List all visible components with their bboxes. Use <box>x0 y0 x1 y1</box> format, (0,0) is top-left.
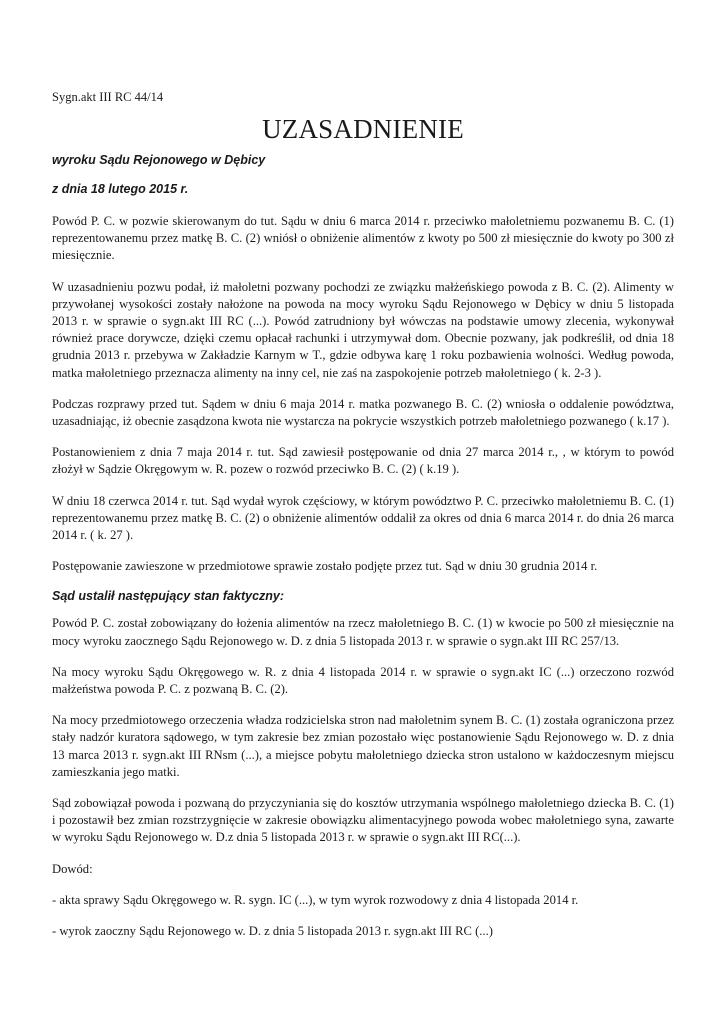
document-title: UZASADNIENIE <box>262 114 464 144</box>
section-heading: Sąd ustalił następujący stan faktyczny: <box>52 589 285 604</box>
paragraph: Podczas rozprawy przed tut. Sądem w dniu 6 maja 2014 r. matka pozwanego B. C. (2) wniosła o oddalenie powództwa, uzasadniając, iż obecnie zasądzona kwota nie wystarcza na pokrycie wszystkich potrzeb małoletniego pozwanego ( k.17 ). <box>52 396 674 429</box>
case-number: Sygn.akt III RC 44/14 <box>52 90 164 104</box>
paragraph: W uzasadnieniu pozwu podał, iż małoletni pozwany pochodzi ze związku małżeńskiego powoda z B. C. (2). Alimenty w przywołanej wysokości zostały nałożone na powoda na mocy wyroku Sądu Rejonowego w Dębicy w dniu 5 listopada 2013 r. w sprawie o sygn.akt III RC (...). Powód zatrudniony był wówczas na podstawie umowy zlecenia, wykonywał również prace dorywcze, dzięki czemu opłacał rachunki i utrzymywał dom. Obecnie pozwany, jak podkreślił, od dnia 18 grudnia 2013 r. przebywa w Zakładzie Karnym w T., gdzie odbywa karę 1 roku pozbawienia wolności. Według powoda, matka małoletniego przeznacza alimenty na inny cel, nie zaś na zaspokojenie potrzeb małoletniego ( k. 2-3 ). <box>52 279 674 380</box>
evidence-item: - akta sprawy Sądu Okręgowego w. R. sygn. IC (...), w tym wyrok rozwodowy z dnia 4 listopada 2014 r. <box>52 892 579 907</box>
paragraph: Sąd zobowiązał powoda i pozwaną do przyczyniania się do kosztów utrzymania wspólnego małoletniego dziecka B. C. (1) i pozostawił bez zmian rozstrzygnięcie w zakresie obowiązku alimentacyjnego powoda wobec małoletniego syna, zawarte w wyroku Sądu Rejonowego w. D.z dnia 5 listopada 2013 r. w sprawie o sygn.akt III RC(...). <box>52 796 674 845</box>
paragraph: Powód P. C. w pozwie skierowanym do tut. Sądu w dniu 6 marca 2014 r. przeciwko małoletniemu pozwanemu B. C. (1) reprezentowanemu przez matkę B. C. (2) wniósł o obniżenie alimentów z kwoty po 500 zł miesięcznie do kwoty po 300 zł miesięcznie. <box>52 214 674 263</box>
document-page <box>52 90 674 954</box>
paragraph: W dniu 18 czerwca 2014 r. tut. Sąd wydał wyrok częściowy, w którym powództwo P. C. przeciwko małoletniemu B. C. (1) reprezentowanemu przez matkę B. C. (2) o obniżenie alimentów oddalił za okres od dnia 6 marca 2014 r. do dnia 26 marca 2014 r. ( k. 27 ). <box>52 493 674 543</box>
paragraph: Postępowanie zawieszone w przedmiotowe sprawie zostało podjęte przez tut. Sąd w dniu 30 grudnia 2014 r. <box>52 559 598 574</box>
paragraph: Na mocy przedmiotowego orzeczenia władza rodzicielska stron nad małoletnim synem B. C. (1) została ograniczona przez stały nadzór kuratora sądowego, w tym zakresie bez zmian pozostało więc postanowienie Sądu Rejonowego w. D. z dnia 13 marca 2013 r. sygn.akt III RNsm (...), a miejsce pobytu małoletniego dziecka stron ustalono w każdoczesnym miejscu zamieszkania jego matki. <box>52 713 674 779</box>
paragraph: Powód P. C. został zobowiązany do łożenia alimentów na rzecz małoletniego B. C. (1) w kwocie po 500 zł miesięcznie na mocy wyroku zaocznego Sądu Rejonowego w. D. z dnia 5 listopada 2013 r. w sprawie o sygn.akt III RC 257/13. <box>52 616 674 648</box>
paragraph: Postanowieniem z dnia 7 maja 2014 r. tut. Sąd zawiesił postępowanie od dnia 27 marca 2014 r., , w którym to powód złożył w Sądzie Okręgowym w. R. pozew o rozwód przeciwko B. C. (2) ( k.19 ). <box>52 445 674 477</box>
evidence-item: - wyrok zaoczny Sądu Rejonowego w. D. z dnia 5 listopada 2013 r. sygn.akt III RC (...) <box>52 924 493 939</box>
paragraph: Na mocy wyroku Sądu Okręgowego w. R. z dnia 4 listopada 2014 r. w sprawie o sygn.akt IC (...) orzeczono rozwód małżeństwa powoda P. C. z pozwaną B. C. (2). <box>52 664 674 697</box>
evidence-label: Dowód: <box>52 861 93 876</box>
court-subtitle: wyroku Sądu Rejonowego w Dębicy <box>52 153 266 167</box>
date-subtitle: z dnia 18 lutego 2015 r. <box>52 182 189 196</box>
